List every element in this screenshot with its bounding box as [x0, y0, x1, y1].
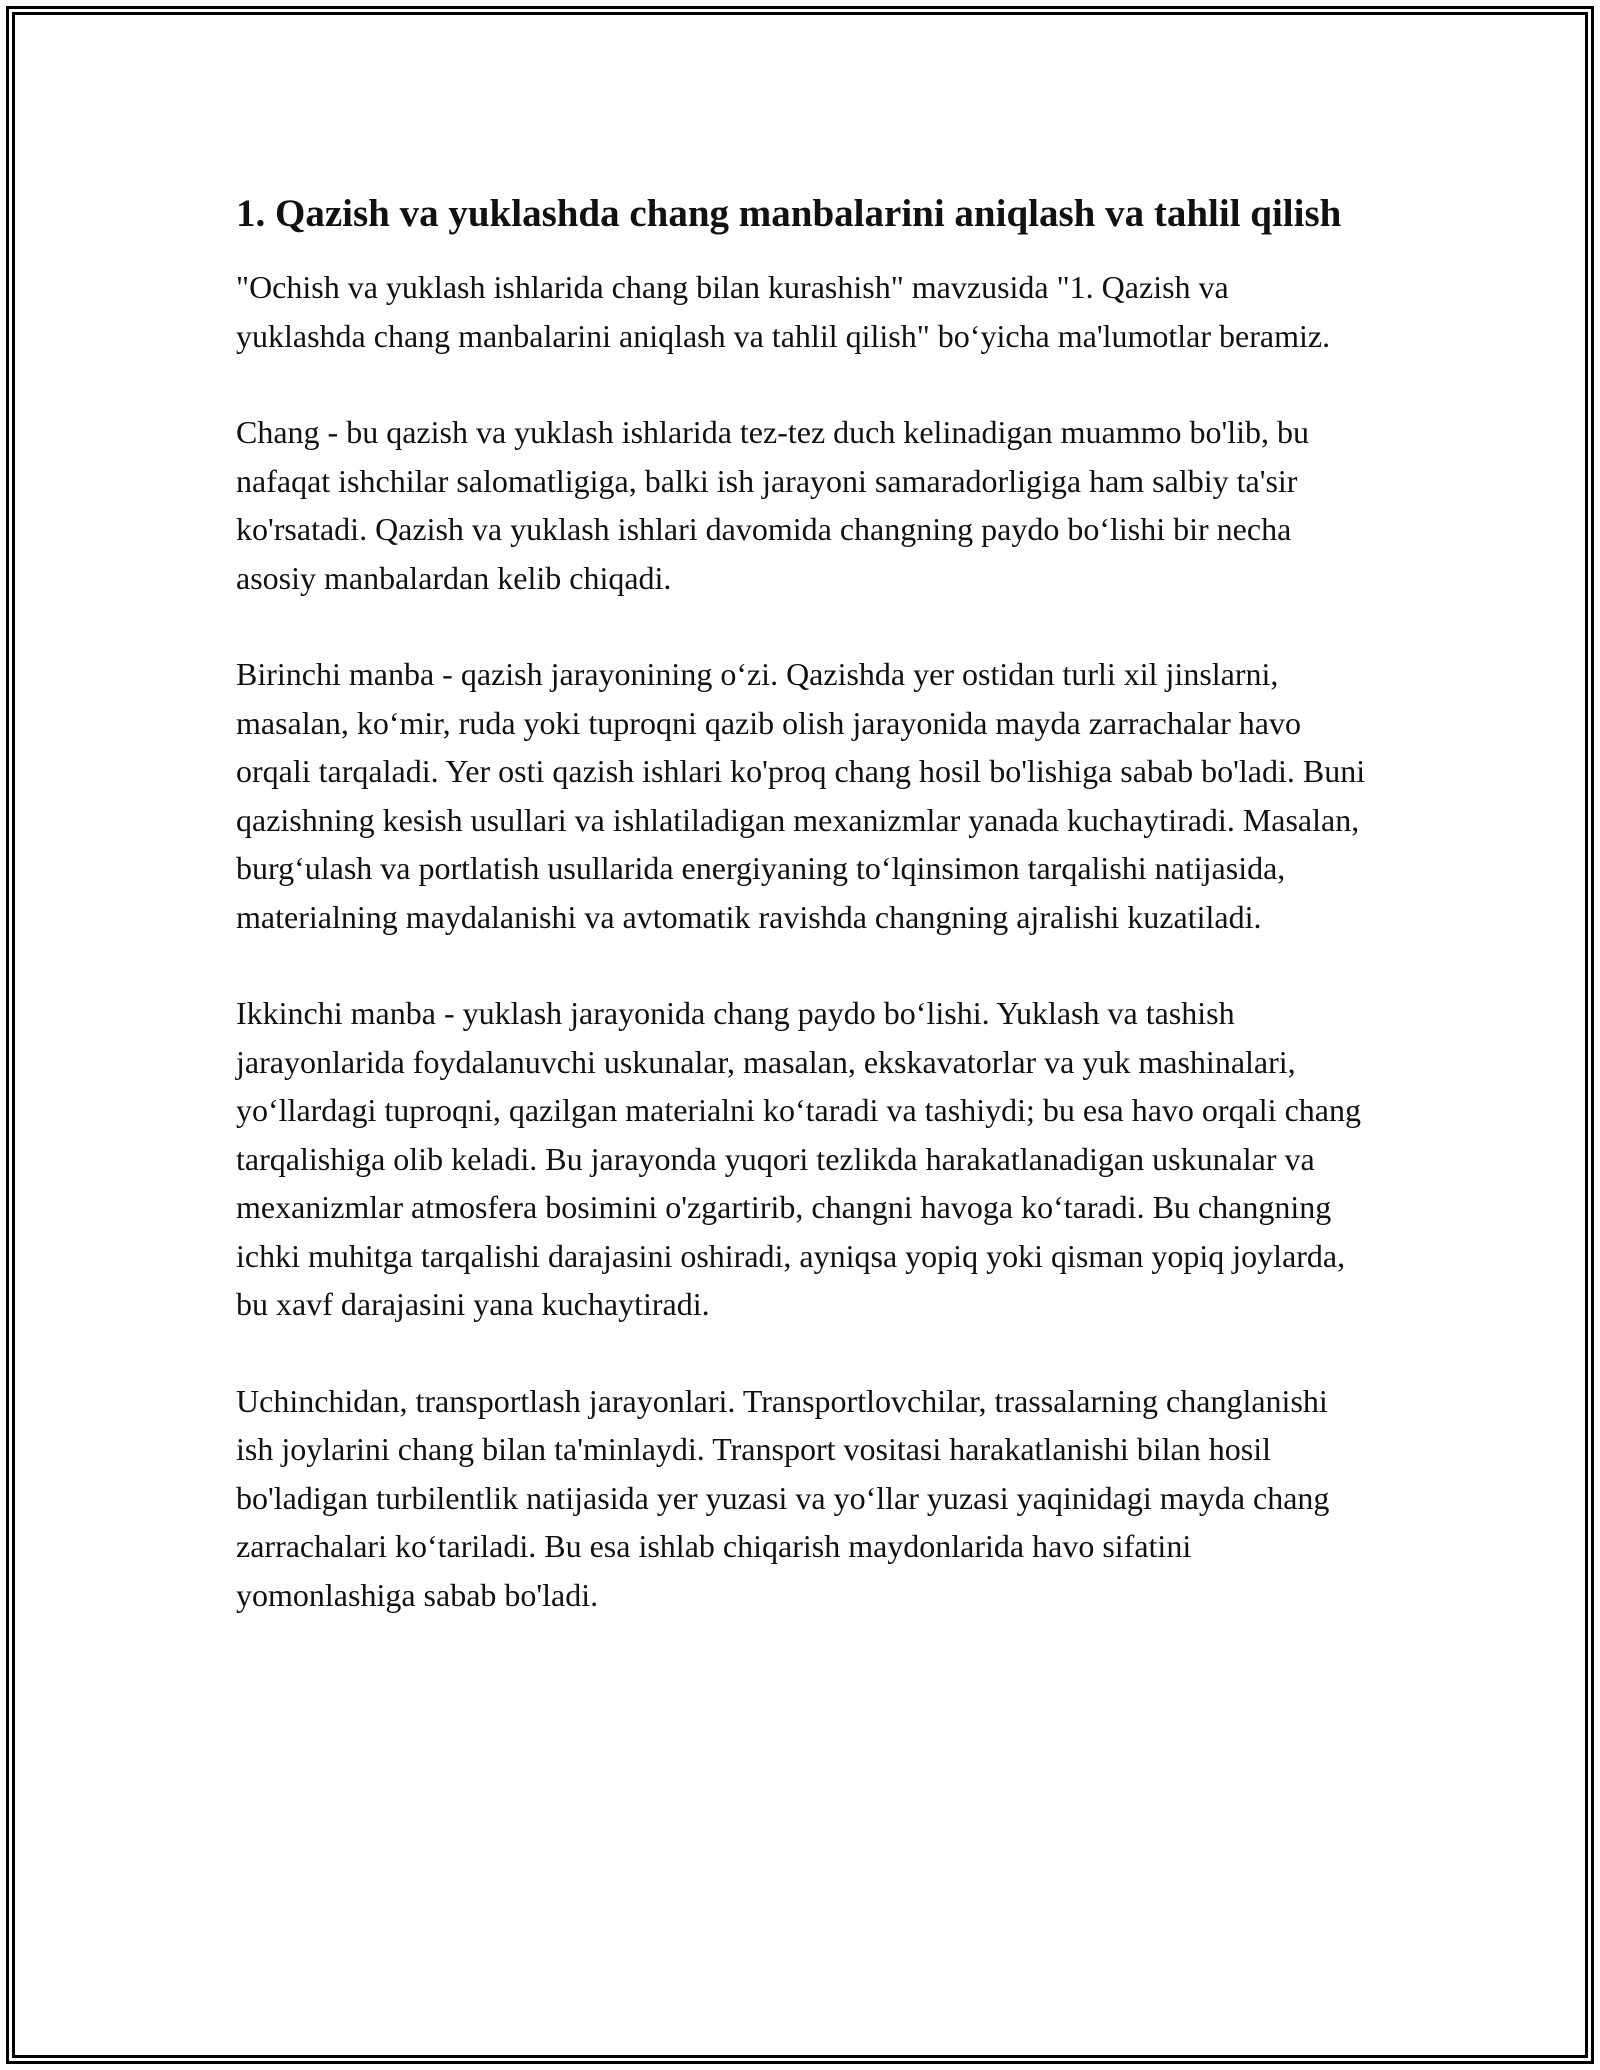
paragraph-first-source: Birinchi manba - qazish jarayonining o‘zi. Qazishda yer ostidan turli xil jinslarni, masalan, ko‘mir, ruda yoki tuproqni qazib olish jarayonida mayda zarrachalar havo orqali tarqaladi. Yer osti qazish ishlari ko'proq chang hosil bo'lishiga sabab bo'ladi. Buni qazishning kesish usullari va ishlatiladigan mexanizmlar yanada kuchaytiradi. Masalan, burg‘ulash va portlatish usullarida energiyaning to‘lqinsimon tarqalishi natijasida, materialning maydalanishi va avtomatik ravishda changning ajralishi kuzatiladi.	[236, 656, 1366, 935]
paragraph-third-source: Uchinchidan, transportlash jarayonlari. Transportlovchilar, trassalarning changlanishi ish joylarini chang bilan ta'minlaydi. Transport vositasi harakatlanishi bilan hosil bo'ladigan turbilentlik natijasida yer yuzasi va yo‘llar yuzasi yaqinidagi mayda chang zarrachalari ko‘tariladi. Bu esa ishlab chiqarish maydonlarida havo sifatini yomonlashiga sabab bo'ladi.	[236, 1382, 1330, 1613]
paragraph-chang-definition: Chang - bu qazish va yuklash ishlarida tez-tez duch kelinadigan muammo bo'lib, bu nafaqat ishchilar salomatligiga, balki ish jarayoni samaradorligiga ham salbiy ta'sir ko'rsatadi. Qazish va yuklash ishlari davomida changning paydo bo‘lishi bir necha asosiy manbalardan kelib chiqadi.	[236, 414, 1310, 596]
document-title: 1. Qazish va yuklashda chang manbalarini aniqlash va tahlil qilish	[236, 192, 1342, 235]
paragraph-intro: "Ochish va yuklash ishlarida chang bilan kurashish" mavzusida "1. Qazish va yuklashda chang manbalarini aniqlash va tahlil qilish" bo‘yicha ma'lumotlar beramiz.	[236, 269, 1331, 354]
paragraph-second-source: Ikkinchi manba - yuklash jarayonida chang paydo bo‘lishi. Yuklash va tashish jarayonlarida foydalanuvchi uskunalar, masalan, ekskavatorlar va yuk mashinalari, yo‘llardagi tuproqni, qazilgan materialni ko‘taradi va tashiydi; bu esa havo orqali chang tarqalishiga olib keladi. Bu jarayonda yuqori tezlikda harakatlanadigan uskunalar va mexanizmlar atmosfera bosimini o'zgartirib, changni havoga ko‘taradi. Bu changning ichki muhitga tarqalishi darajasini oshiradi, ayniqsa yopiq yoki qisman yopiq joylarda, bu xavf darajasini yana kuchaytiradi.	[236, 995, 1361, 1322]
document-body	[236, 186, 1366, 1667]
